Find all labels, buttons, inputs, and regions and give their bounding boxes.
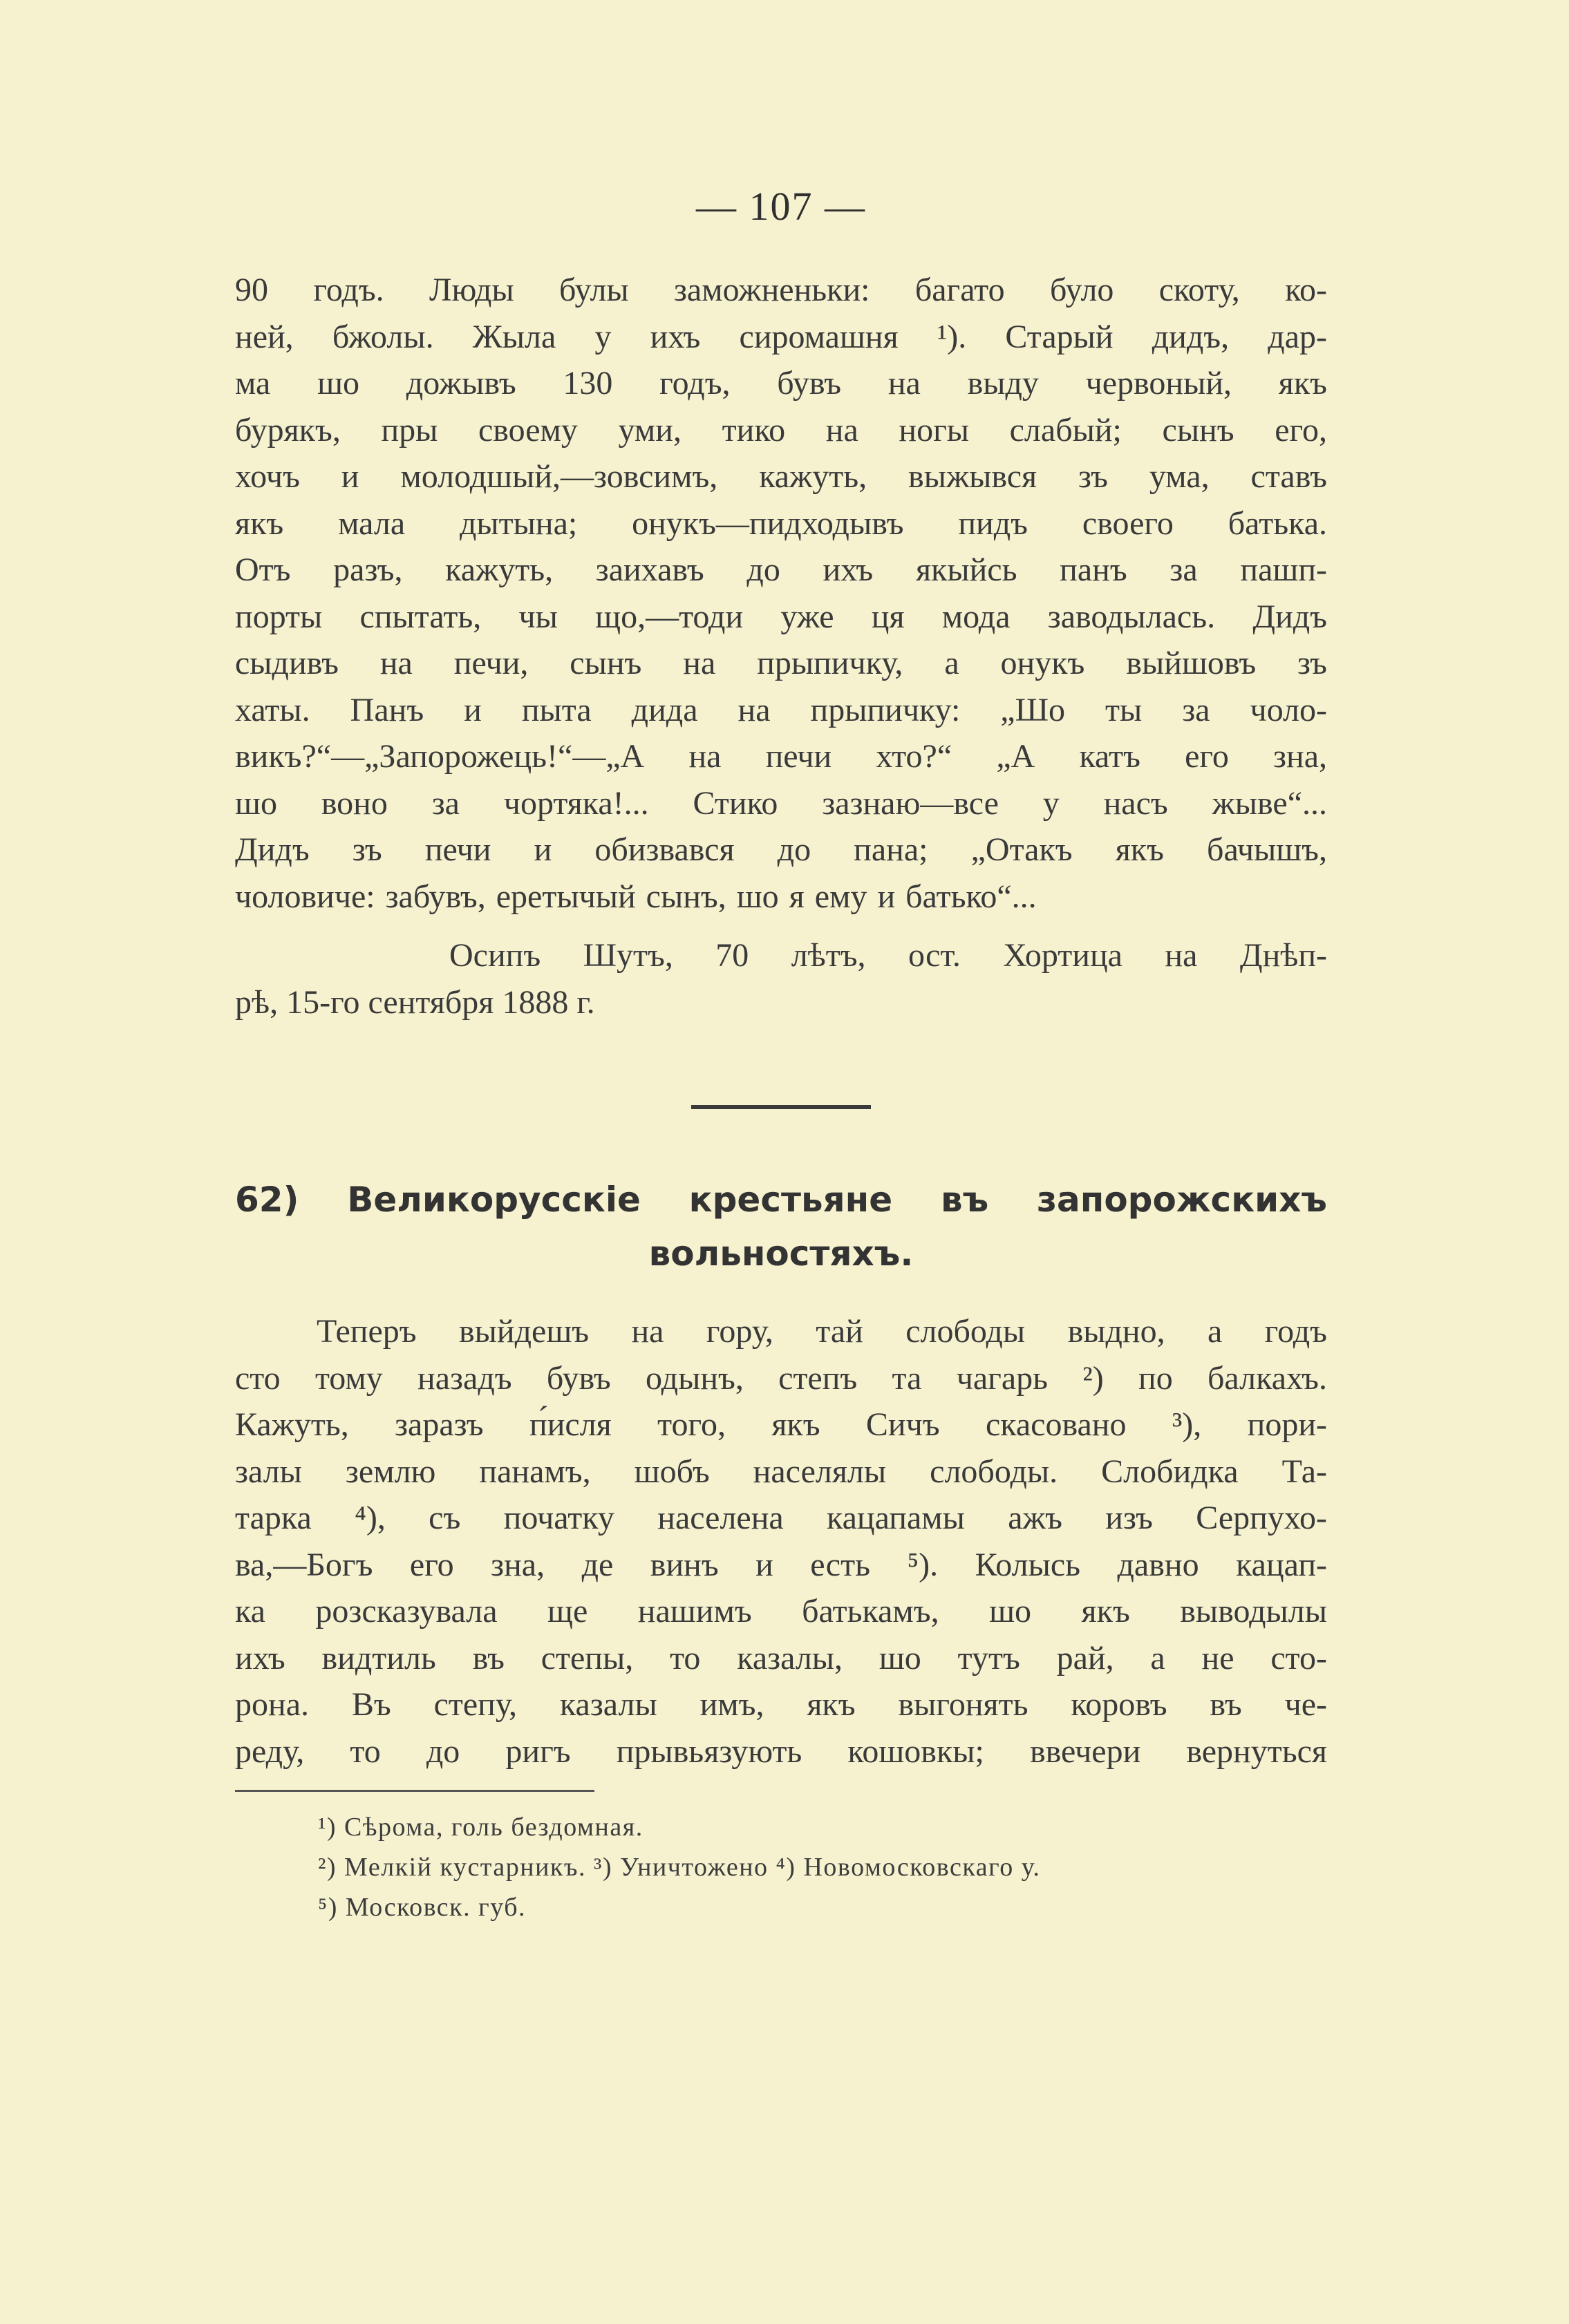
text-line: Кажуть, заразъ п́исля того, якъ Сичъ скасовано ³), пори-: [235, 1406, 1327, 1443]
text-line: Дидъ зъ печи и обизвався до пана; „Отакъ якъ бачышъ,: [235, 831, 1327, 868]
text-line: ка розсказувала ще нашимъ батькамъ, шо якъ выводылы: [235, 1593, 1327, 1629]
text-line: рона. Въ степу, казалы имъ, якъ выгонять коровъ въ че-: [235, 1686, 1327, 1723]
footnote-separator: [235, 1790, 594, 1792]
text-line: якъ мала дытына; онукъ—пидходывъ пидъ своего батька.: [235, 504, 1327, 542]
document-page: [235, 184, 1327, 1927]
text-line: шо воно за чортяка!... Стико зазнаю—все у насъ жыве“...: [235, 784, 1327, 822]
text-line: реду, то до ригъ прывьязують кошовкы; ввечери вернуться: [235, 1732, 1327, 1770]
heading-line-2: вольностяхъ.: [648, 1234, 914, 1274]
footnote-1: ¹) Сѣрома, голь бездомная.: [318, 1813, 643, 1842]
story-2-paragraph: [235, 1308, 1327, 1775]
section-divider: [691, 1105, 871, 1109]
text-line: ма шо дожывъ 130 годъ, бувъ на выду червоный, якъ: [235, 365, 1327, 401]
text-line: порты спытать, чы що,—тоди уже ця мода заводылась. Дидъ: [235, 598, 1327, 635]
story-1-paragraph: [235, 267, 1327, 920]
text-line: ва,—Богъ его зна, де винъ и есть ⁵). Колысь давно кацап-: [235, 1546, 1327, 1583]
text-line: хаты. Панъ и пыта дида на прыпичку: „Шо ты за чоло-: [235, 691, 1327, 728]
text-line: залы землю панамъ, шобъ населялы слободы. Слобидка Та-: [235, 1453, 1327, 1490]
text-line: ихъ видтиль въ степы, то казалы, шо тутъ рай, а не сто-: [235, 1639, 1327, 1676]
footnote-2-3-4: ²) Мелкій кустарникъ. ³) Уничтожено ⁴) Новомосковскаго у.: [318, 1853, 1041, 1882]
text-line: Теперъ выйдешъ на гору, тай слободы выдно, а годъ: [317, 1313, 1327, 1350]
text-line: сыдивъ на печи, сынъ на прыпичку, а онукъ выйшовъ зъ: [235, 645, 1327, 681]
heading-line-1: 62) Великорусскіе крестьяне въ запорожскихъ: [235, 1180, 1327, 1220]
text-line: чоловиче: забувъ, еретычый сынъ, шо я ему и батько“...: [235, 878, 1037, 915]
text-line: 90 годъ. Люды булы заможненьки: багато було скоту, ко-: [235, 272, 1327, 308]
text-line: викъ?“—„Запорожець!“—„А на печи хто?“ „А катъ его зна,: [235, 738, 1327, 775]
text-line: ней, бжолы. Жыла у ихъ сиромашня ¹). Старый дидъ, дар-: [235, 318, 1327, 355]
signature-line: рѣ, 15-го сентября 1888 г.: [235, 983, 595, 1021]
footnotes: [235, 1807, 1327, 1927]
narrator-signature: [235, 932, 1327, 1026]
text-line: хочъ и молодшый,—зовсимъ, кажуть, выжывся зъ ума, ставъ: [235, 458, 1327, 495]
page-number: — 107 —: [696, 184, 866, 229]
text-line: сто тому назадъ бувъ одынъ, степъ та чагарь ²) по балкахъ.: [235, 1359, 1327, 1397]
footnote-5: ⁵) Московск. губ.: [318, 1893, 527, 1922]
text-line: тарка ⁴), съ початку населена кацапамы ажъ изъ Серпухо-: [235, 1500, 1327, 1536]
signature-line: Осипъ Шутъ, 70 лѣтъ, ост. Хортица на Днѣп-: [449, 937, 1327, 974]
text-line: Отъ разъ, кажуть, заихавъ до ихъ якыйсь панъ за пашп-: [235, 551, 1327, 588]
text-line: бурякъ, пры своему уми, тико на ногы слабый; сынъ его,: [235, 411, 1327, 448]
section-heading: [235, 1173, 1327, 1281]
